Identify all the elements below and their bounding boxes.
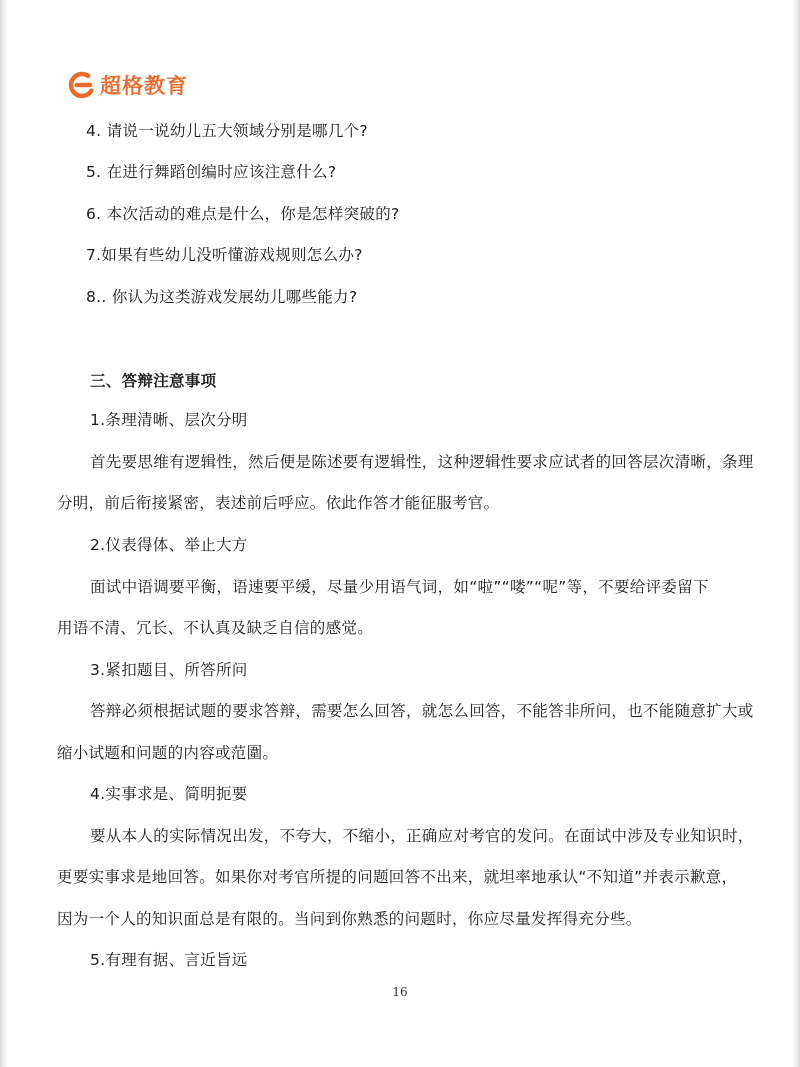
paragraph-line: 因为一个人的知识面总是有限的。当问到你熟悉的问题时，你应尽量发挥得充分些。 <box>57 910 642 928</box>
paragraph-line: 更要实事求是地回答。如果你对考官所提的问题回答不出来，就坦率地承认“不知道”并表示歉意， <box>57 868 738 886</box>
question-item: 6. 本次活动的难点是什么，你是怎样突破的? <box>86 205 400 223</box>
subsection-title: 2.仪表得体、举止大方 <box>90 536 248 554</box>
section-heading: 三、答辩注意事项 <box>90 372 217 390</box>
paragraph-line: 要从本人的实际情况出发，不夸大，不缩小，正确应对考官的发问。在面试中涉及专业知识时， <box>90 827 754 845</box>
page-number: 16 <box>392 985 408 999</box>
brand-logo <box>68 70 188 100</box>
paragraph-line: 分明，前后衔接紧密，表述前后呼应。依此作答才能征服考官。 <box>57 494 500 512</box>
paragraph-line: 用语不清、冗长、不认真及缺乏自信的感觉。 <box>57 619 374 637</box>
page-edge-left <box>0 0 8 1067</box>
paragraph-line: 面试中语调要平衡，语速要平缓，尽量少用语气词，如“啦”“喽”“呢”等，不要给评委留下 <box>90 578 709 596</box>
question-item: 4. 请说一说幼儿五大领域分别是哪几个? <box>86 122 368 140</box>
brand-name: 超格教育 <box>100 74 188 98</box>
subsection-title: 5.有理有据、言近旨远 <box>90 951 248 969</box>
question-item: 5. 在进行舞蹈创编时应该注意什么? <box>86 163 337 181</box>
brand-g-icon <box>68 71 96 99</box>
paragraph-line: 缩小试题和问题的内容或范圍。 <box>57 744 279 762</box>
paragraph-line: 首先要思维有逻辑性，然后便是陈述要有逻辑性，这种逻辑性要求应试者的回答层次清晰，条理 <box>90 453 754 471</box>
paragraph-line: 答辩必须根据试题的要求答辩，需要怎么回答，就怎么回答，不能答非所问，也不能随意扩大或 <box>90 702 754 720</box>
page-edge-right <box>792 0 800 1067</box>
subsection-title: 3.紧扣题目、所答所问 <box>90 661 248 679</box>
subsection-title: 4.实事求是、简明扼要 <box>90 785 248 803</box>
question-item: 7.如果有些幼儿没听懂游戏规则怎么办? <box>86 246 363 264</box>
question-item: 8.. 你认为这类游戏发展幼儿哪些能力? <box>86 288 358 306</box>
subsection-title: 1.条理清晰、层次分明 <box>90 411 248 429</box>
